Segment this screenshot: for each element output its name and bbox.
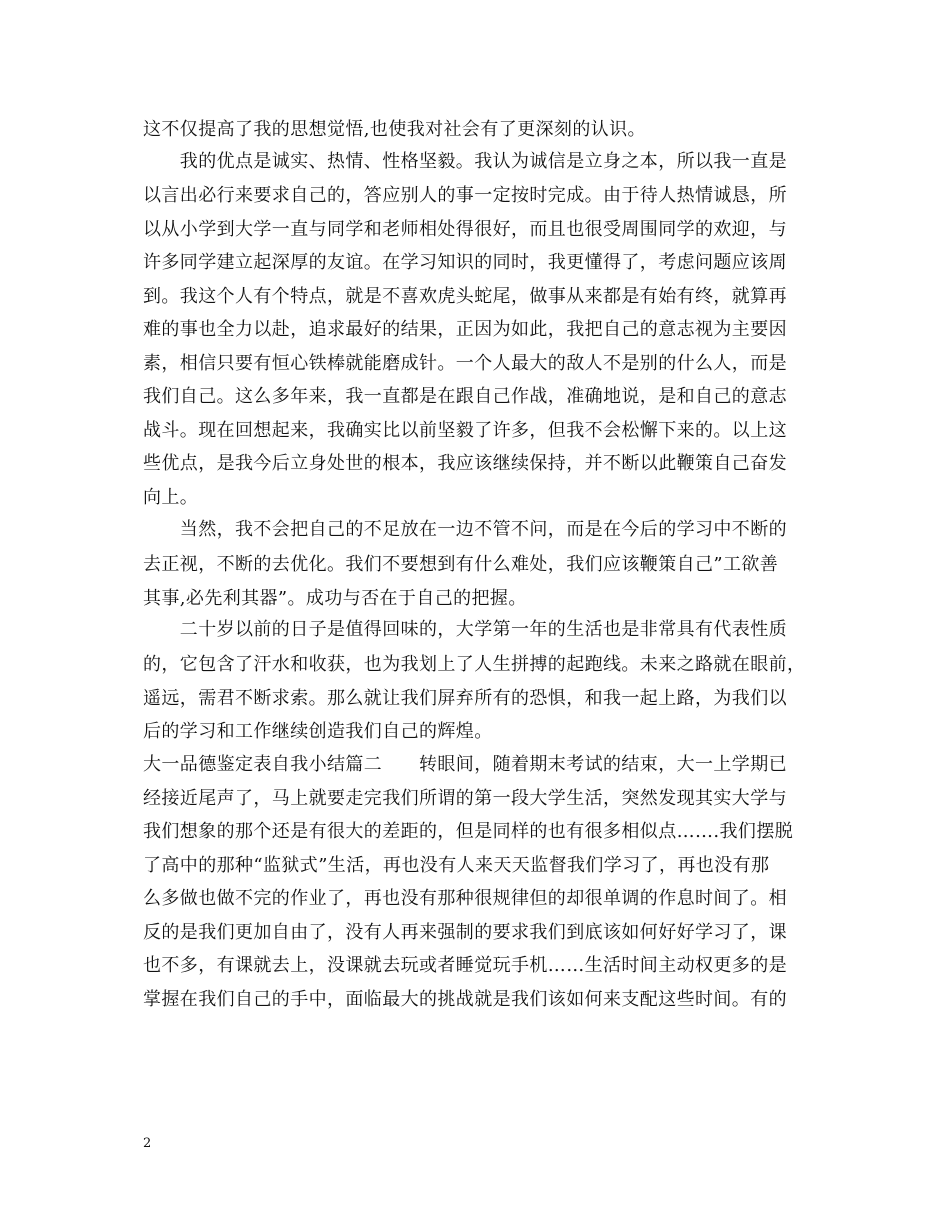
text-line: 以从小学到大学一直与同学和老师相处得很好，而且也很受周围同学的欢迎，与 [143,219,787,240]
text-line: 掌握在我们自己的手中，面临最大的挑战就是我们该如何来支配这些时间。有的 [143,989,787,1010]
text-line: 经接近尾声了，马上就要走完我们所谓的第一段大学生活，突然发现其实大学与 [143,788,787,809]
text-line: 我的优点是诚实、热情、性格坚毅。我认为诚信是立身之本，所以我一直是 [143,151,787,172]
text-line: 难的事也全力以赴，追求最好的结果，正因为如此，我把自己的意志视为主要因 [143,319,787,340]
text-line: 些优点，是我今后立身处世的根本，我应该继续保持，并不断以此鞭策自己奋发 [143,453,787,474]
text-line: 以言出必行来要求自己的，答应别人的事一定按时完成。由于待人热情诚恳，所 [143,185,787,206]
text-line: 我们想象的那个还是有很大的差距的，但是同样的也有很多相似点…….我们摆脱 [143,821,794,842]
text-line: 遥远，需君不断求索。那么就让我们屏弃所有的恐惧，和我一起上路，为我们以 [143,688,787,709]
text-line: 到。我这个人有个特点，就是不喜欢虎头蛇尾，做事从来都是有始有终，就算再 [143,286,787,307]
text-line: 战斗。现在回想起来，我确实比以前坚毅了许多，但我不会松懈下来的。以上这 [143,420,787,441]
text-line: 当然，我不会把自己的不足放在一边不管不问，而是在今后的学习中不断的 [143,519,787,540]
text-line: 么多做也做不完的作业了，再也没有那种很规律但的却很单调的作息时间了。相 [143,888,787,909]
text-line: 这不仅提高了我的思想觉悟,也使我对社会有了更深刻的认识。 [143,119,646,140]
text-line: 二十岁以前的日子是值得回味的，大学第一年的生活也是非常具有代表性质 [143,619,787,640]
text-line: 素，相信只要有恒心铁棒就能磨成针。一个人最大的敌人不是别的什么人，而是 [143,353,787,374]
text-line: 去正视，不断的去优化。我们不要想到有什么难处，我们应该鞭策自己”工欲善 [143,554,779,575]
text-line: 大一品德鉴定表自我小结篇二 转眼间，随着期末考试的结束，大一上学期已 [143,754,787,775]
page-number: 2 [143,1136,152,1151]
text-line: 后的学习和工作继续创造我们自己的辉煌。 [143,721,493,742]
text-line: 向上。 [143,487,199,508]
text-line: 了高中的那种“监狱式”生活，再也没有人来天天监督我们学习了，再也没有那 [143,855,770,876]
text-line: 其事,必先利其器”。成功与否在于自己的把握。 [143,588,527,609]
text-line: 反的是我们更加自由了，没有人再来强制的要求我们到底该如何好好学习了，课 [143,922,787,943]
text-line: 也不多，有课就去上，没课就去玩或者睡觉玩手机……生活时间主动权更多的是 [143,955,787,976]
text-line: 许多同学建立起深厚的友谊。在学习知识的同时，我更懂得了，考虑问题应该周 [143,252,787,273]
text-line: 的，它包含了汗水和收获，也为我划上了人生拼搏的起跑线。未来之路就在眼前， [143,654,806,675]
text-line: 我们自己。这么多年来，我一直都是在跟自己作战，准确地说，是和自己的意志 [143,386,787,407]
